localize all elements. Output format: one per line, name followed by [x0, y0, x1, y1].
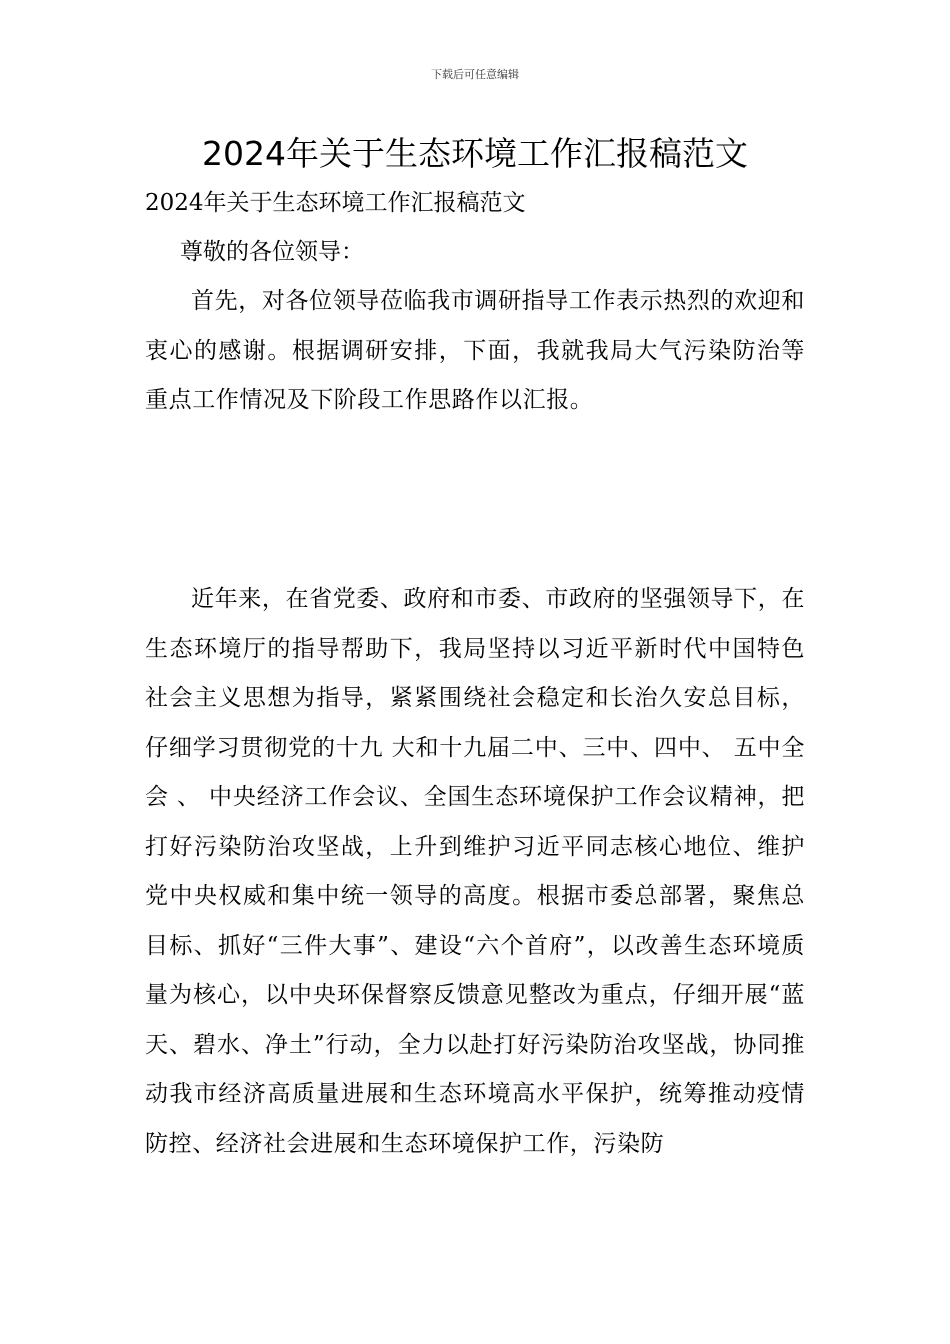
- document-title: 2024年关于生态环境工作汇报稿范文: [202, 134, 748, 173]
- document-subtitle: 2024年关于生态环境工作汇报稿范文: [145, 190, 526, 216]
- header-note: 下载后可任意编辑: [431, 68, 519, 81]
- greeting: 尊敬的各位领导：: [180, 239, 364, 265]
- paragraph-intro: 首先，对各位领导莅临我市调研指导工作表示热烈的欢迎和衷心的感谢。根据调研安排，下面，我就我局大气污染防治等重点工作情况及下阶段工作思路作以汇报。: [145, 288, 805, 413]
- paragraph-main: 近年来，在省党委、政府和市委、市政府的坚强领导下，在生态环境厅的指导帮助下，我局坚持以习近平新时代中国特色社会主义思想为指导，紧紧围绕社会稳定和长治久安总目标，仔细学习贯彻党的十九 大和十九届二中、三中、四中、 五中全会 、 中央经济工作会议、全国生态环境保护工作会议精神，把打好污染防治攻坚战，上升到维护习近平同志核心地位、维护党中央权威和集中统一领导的高度。根据市委总部署，聚焦总目标、抓好“三件大事”、建设“六个首府”，以改善生态环境质量为核心，以中央环保督察反馈意见整改为重点，仔细开展“蓝天、碧水、净土”行动，全力以赴打好污染防治攻坚战，协同推动我市经济高质量进展和生态环境高水平保护，统筹推动疫情防控、经济社会进展和生态环境保护工作，污染防: [145, 586, 805, 1157]
